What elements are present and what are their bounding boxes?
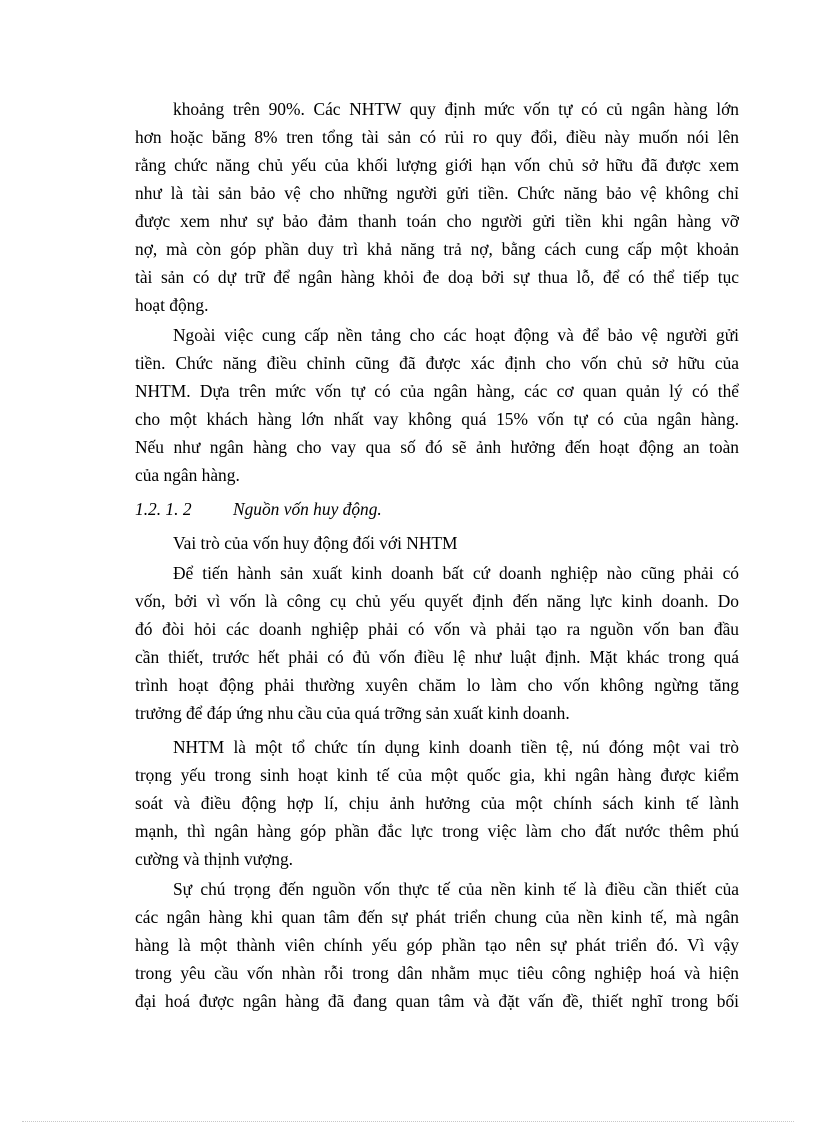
paragraph-5-line-3: hàng là một thành viên chính yếu góp phần tạo nên sự phát triển đó. Vì vậy [135, 935, 739, 955]
paragraph-5-line-2: các ngân hàng khi quan tâm đến sự phát triển chung của nền kinh tế, mà ngân [135, 907, 739, 927]
paragraph-1-line-7: tài sản có dự trữ để ngân hàng khỏi đe doạ bởi sự thua lỗ, để có thể tiếp tục [135, 267, 739, 287]
paragraph-2-line-4: cho một khách hàng lớn nhất vay không quá 15% vốn tự có của ngân hàng. [135, 409, 739, 429]
paragraph-1-line-4: như là tài sản bảo vệ cho những người gửi tiền. Chức năng bảo vệ không chỉ [135, 183, 739, 203]
paragraph-1-line-2: hơn hoặc băng 8% tren tổng tài sản có rủi ro quy đổi, điều này muốn nói lên [135, 127, 739, 147]
paragraph-1-line-8: hoạt động. [135, 295, 209, 315]
section-title: Nguồn vốn huy động. [233, 499, 382, 519]
paragraph-2-line-6: của ngân hàng. [135, 465, 240, 485]
paragraph-2-line-5: Nếu như ngân hàng cho vay qua số đó sẽ ảnh hưởng đến hoạt động an toàn [135, 437, 739, 457]
paragraph-4-line-2: trọng yếu trong sinh hoạt kinh tế của một quốc gia, khi ngân hàng được kiểm [135, 765, 739, 785]
paragraph-4-line-1: NHTM là một tổ chức tín dụng kinh doanh tiền tệ, nú đóng một vai trò [173, 737, 739, 757]
paragraph-3-line-4: cần thiết, trước hết phải có đủ vốn điều lệ như luật định. Mặt khác trong quá [135, 647, 739, 667]
paragraph-3-line-1: Để tiến hành sản xuất kinh doanh bất cứ doanh nghiệp nào cũng phải có [173, 563, 739, 583]
paragraph-1-line-6: nợ, mà còn góp phần duy trì khả năng trả nợ, bằng cách cung cấp một khoản [135, 239, 739, 259]
subheading: Vai trò của vốn huy động đối với NHTM [173, 533, 458, 553]
paragraph-3-line-3: đó đòi hỏi các doanh nghiệp phải có vốn và phải tạo ra nguồn vốn ban đầu [135, 619, 739, 639]
paragraph-1-line-5: được xem như sự bảo đảm thanh toán cho người gửi tiền khi ngân hàng vỡ [135, 211, 739, 231]
paragraph-2-line-1: Ngoài việc cung cấp nền tảng cho các hoạt động và để bảo vệ người gửi [173, 325, 739, 345]
paragraph-3-line-5: trình hoạt động phải thường xuyên chăm lo làm cho vốn không ngừng tăng [135, 675, 739, 695]
section-number: 1.2. 1. 2 [135, 499, 192, 519]
paragraph-3-line-2: vốn, bởi vì vốn là công cụ chủ yếu quyết định đến năng lực kinh doanh. Do [135, 591, 739, 611]
paragraph-5-line-4: trong yêu cầu vốn nhàn rỗi trong dân nhằm mục tiêu công nghiệp hoá và hiện [135, 963, 739, 983]
page-bottom-divider [22, 1121, 794, 1122]
paragraph-1-line-3: rằng chức năng chủ yếu của khối lượng giới hạn vốn chủ sở hữu đã được xem [135, 155, 739, 175]
paragraph-1-line-1: khoảng trên 90%. Các NHTW quy định mức vốn tự có củ ngân hàng lớn [173, 99, 739, 119]
paragraph-4-line-5: cường và thịnh vượng. [135, 849, 293, 869]
paragraph-2-line-2: tiền. Chức năng điều chỉnh cũng đã được xác định cho vốn chủ sở hữu của [135, 353, 739, 373]
paragraph-5-line-1: Sự chú trọng đến nguồn vốn thực tế của nền kinh tế là điều cần thiết của [173, 879, 739, 899]
paragraph-3-line-6: trưởng để đáp ứng nhu cầu của quá trỡng sản xuất kinh doanh. [135, 703, 570, 723]
paragraph-2-line-3: NHTM. Dựa trên mức vốn tự có của ngân hàng, các cơ quan quản lý có thể [135, 381, 739, 401]
paragraph-4-line-3: soát và điều động hợp lí, chịu ảnh hưởng của một chính sách kinh tế lành [135, 793, 739, 813]
paragraph-4-line-4: mạnh, thì ngân hàng góp phần đắc lực trong việc làm cho đất nước thêm phú [135, 821, 739, 841]
paragraph-5-line-5: đại hoá được ngân hàng đã đang quan tâm và đặt vấn đề, thiết nghĩ trong bối [135, 991, 739, 1011]
